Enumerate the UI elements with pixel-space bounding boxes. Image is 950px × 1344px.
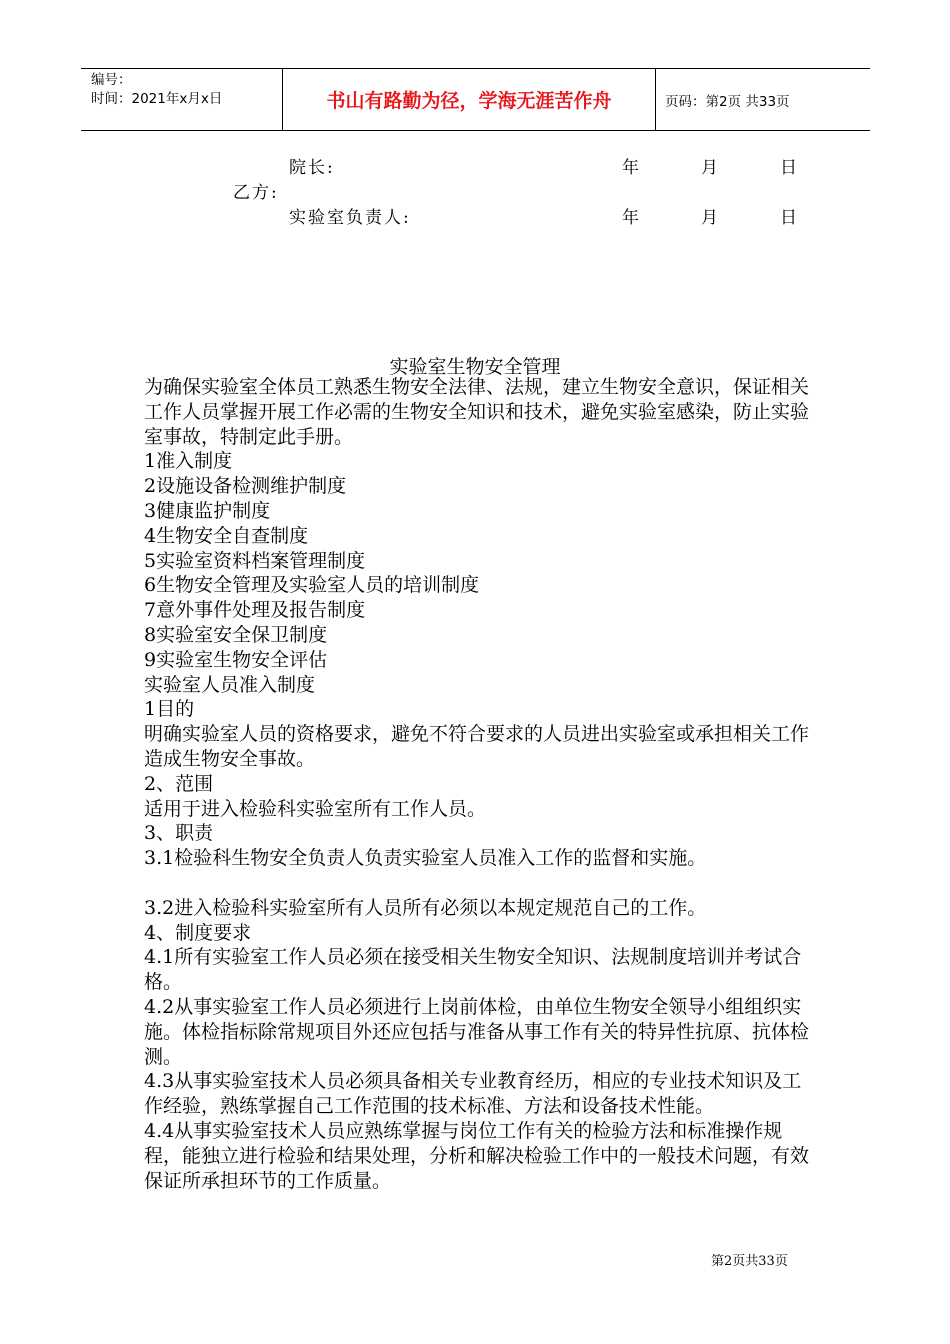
paragraph: 3.1检验科生物安全负责人负责实验室人员准入工作的监督和实施。 (144, 847, 707, 870)
paragraph: 4.4从事实验室技术人员应熟练掌握与岗位工作有关的检验方法和标准操作规程，能独立进行检验和结果处理，分析和解决检验工作中的一般技术问题，有效保证所承担环节的工作质量。 (144, 1119, 810, 1192)
list-item: 5实验室资料档案管理制度 (144, 549, 366, 572)
section-heading: 实验室人员准入制度 (144, 673, 316, 696)
list-item: 4生物安全自查制度 (144, 524, 309, 547)
document-body (144, 375, 810, 1193)
lab-head-label: 实验室负责人: (289, 208, 411, 228)
header-page-info: 页码：第2页 共33页 (665, 93, 790, 110)
list-item: 7意外事件处理及报告制度 (144, 599, 366, 622)
header-number-label: 编号： (91, 72, 132, 88)
intro-paragraph: 为确保实验室全体员工熟悉生物安全法律、法规，建立生物安全意识，保证相关工作人员掌握开展工作必需的生物安全知识和技术，避免实验室感染，防止实验室事故，特制定此手册。 (144, 376, 810, 448)
paragraph: 4.2从事实验室工作人员必须进行上岗前体检，由单位生物安全领导小组组织实施。体检指标除常规项目外还应包括与准备从事工作有关的特异性抗原、抗体检测。 (144, 995, 810, 1068)
paragraph: 明确实验室人员的资格要求，避免不符合要求的人员进出实验室或承担相关工作造成生物安全事故。 (144, 723, 810, 770)
header-table (81, 68, 870, 131)
list-item: 6生物安全管理及实验室人员的培训制度 (144, 574, 480, 597)
dean-day: 日 (780, 158, 799, 178)
document-title: 实验室生物安全管理 (389, 356, 561, 378)
lab-head-month: 月 (701, 208, 720, 228)
header-motto: 书山有路勤为径，学海无涯苦作舟 (326, 90, 612, 112)
list-item: 1准入制度 (144, 450, 233, 473)
dean-label: 院长: (289, 158, 335, 178)
lab-head-year: 年 (622, 208, 641, 228)
paragraph: 4.1所有实验室工作人员必须在接受相关生物安全知识、法规制度培训并考试合格。 (144, 946, 802, 994)
header-divider (655, 69, 656, 130)
dean-year: 年 (622, 158, 641, 178)
lab-head-day: 日 (780, 208, 799, 228)
subsection-heading: 4、制度要求 (144, 921, 252, 944)
subsection-heading: 2、范围 (144, 772, 214, 795)
list-item: 9实验室生物安全评估 (144, 648, 328, 671)
list-item: 2设施设备检测维护制度 (144, 475, 347, 498)
header-meta (91, 71, 281, 109)
subsection-heading: 1目的 (144, 698, 195, 721)
header-time-label: 时间：2021年x月x日 (91, 91, 223, 107)
blank-line (144, 871, 810, 896)
footer-page-number: 第2页共33页 (711, 1254, 788, 1269)
list-item: 8实验室安全保卫制度 (144, 623, 328, 646)
paragraph: 4.3从事实验室技术人员必须具备相关专业教育经历，相应的专业技术知识及工作经验，熟练掌握自己工作范围的技术标准、方法和设备技术性能。 (144, 1070, 802, 1118)
dean-month: 月 (701, 158, 720, 178)
paragraph: 3.2进入检验科实验室所有人员所有必须以本规定规范自己的工作。 (144, 896, 707, 919)
list-item: 3健康监护制度 (144, 499, 271, 522)
party-b-label: 乙方: (233, 183, 279, 203)
paragraph: 适用于进入检验科实验室所有工作人员。 (144, 797, 487, 820)
subsection-heading: 3、职责 (144, 822, 214, 845)
